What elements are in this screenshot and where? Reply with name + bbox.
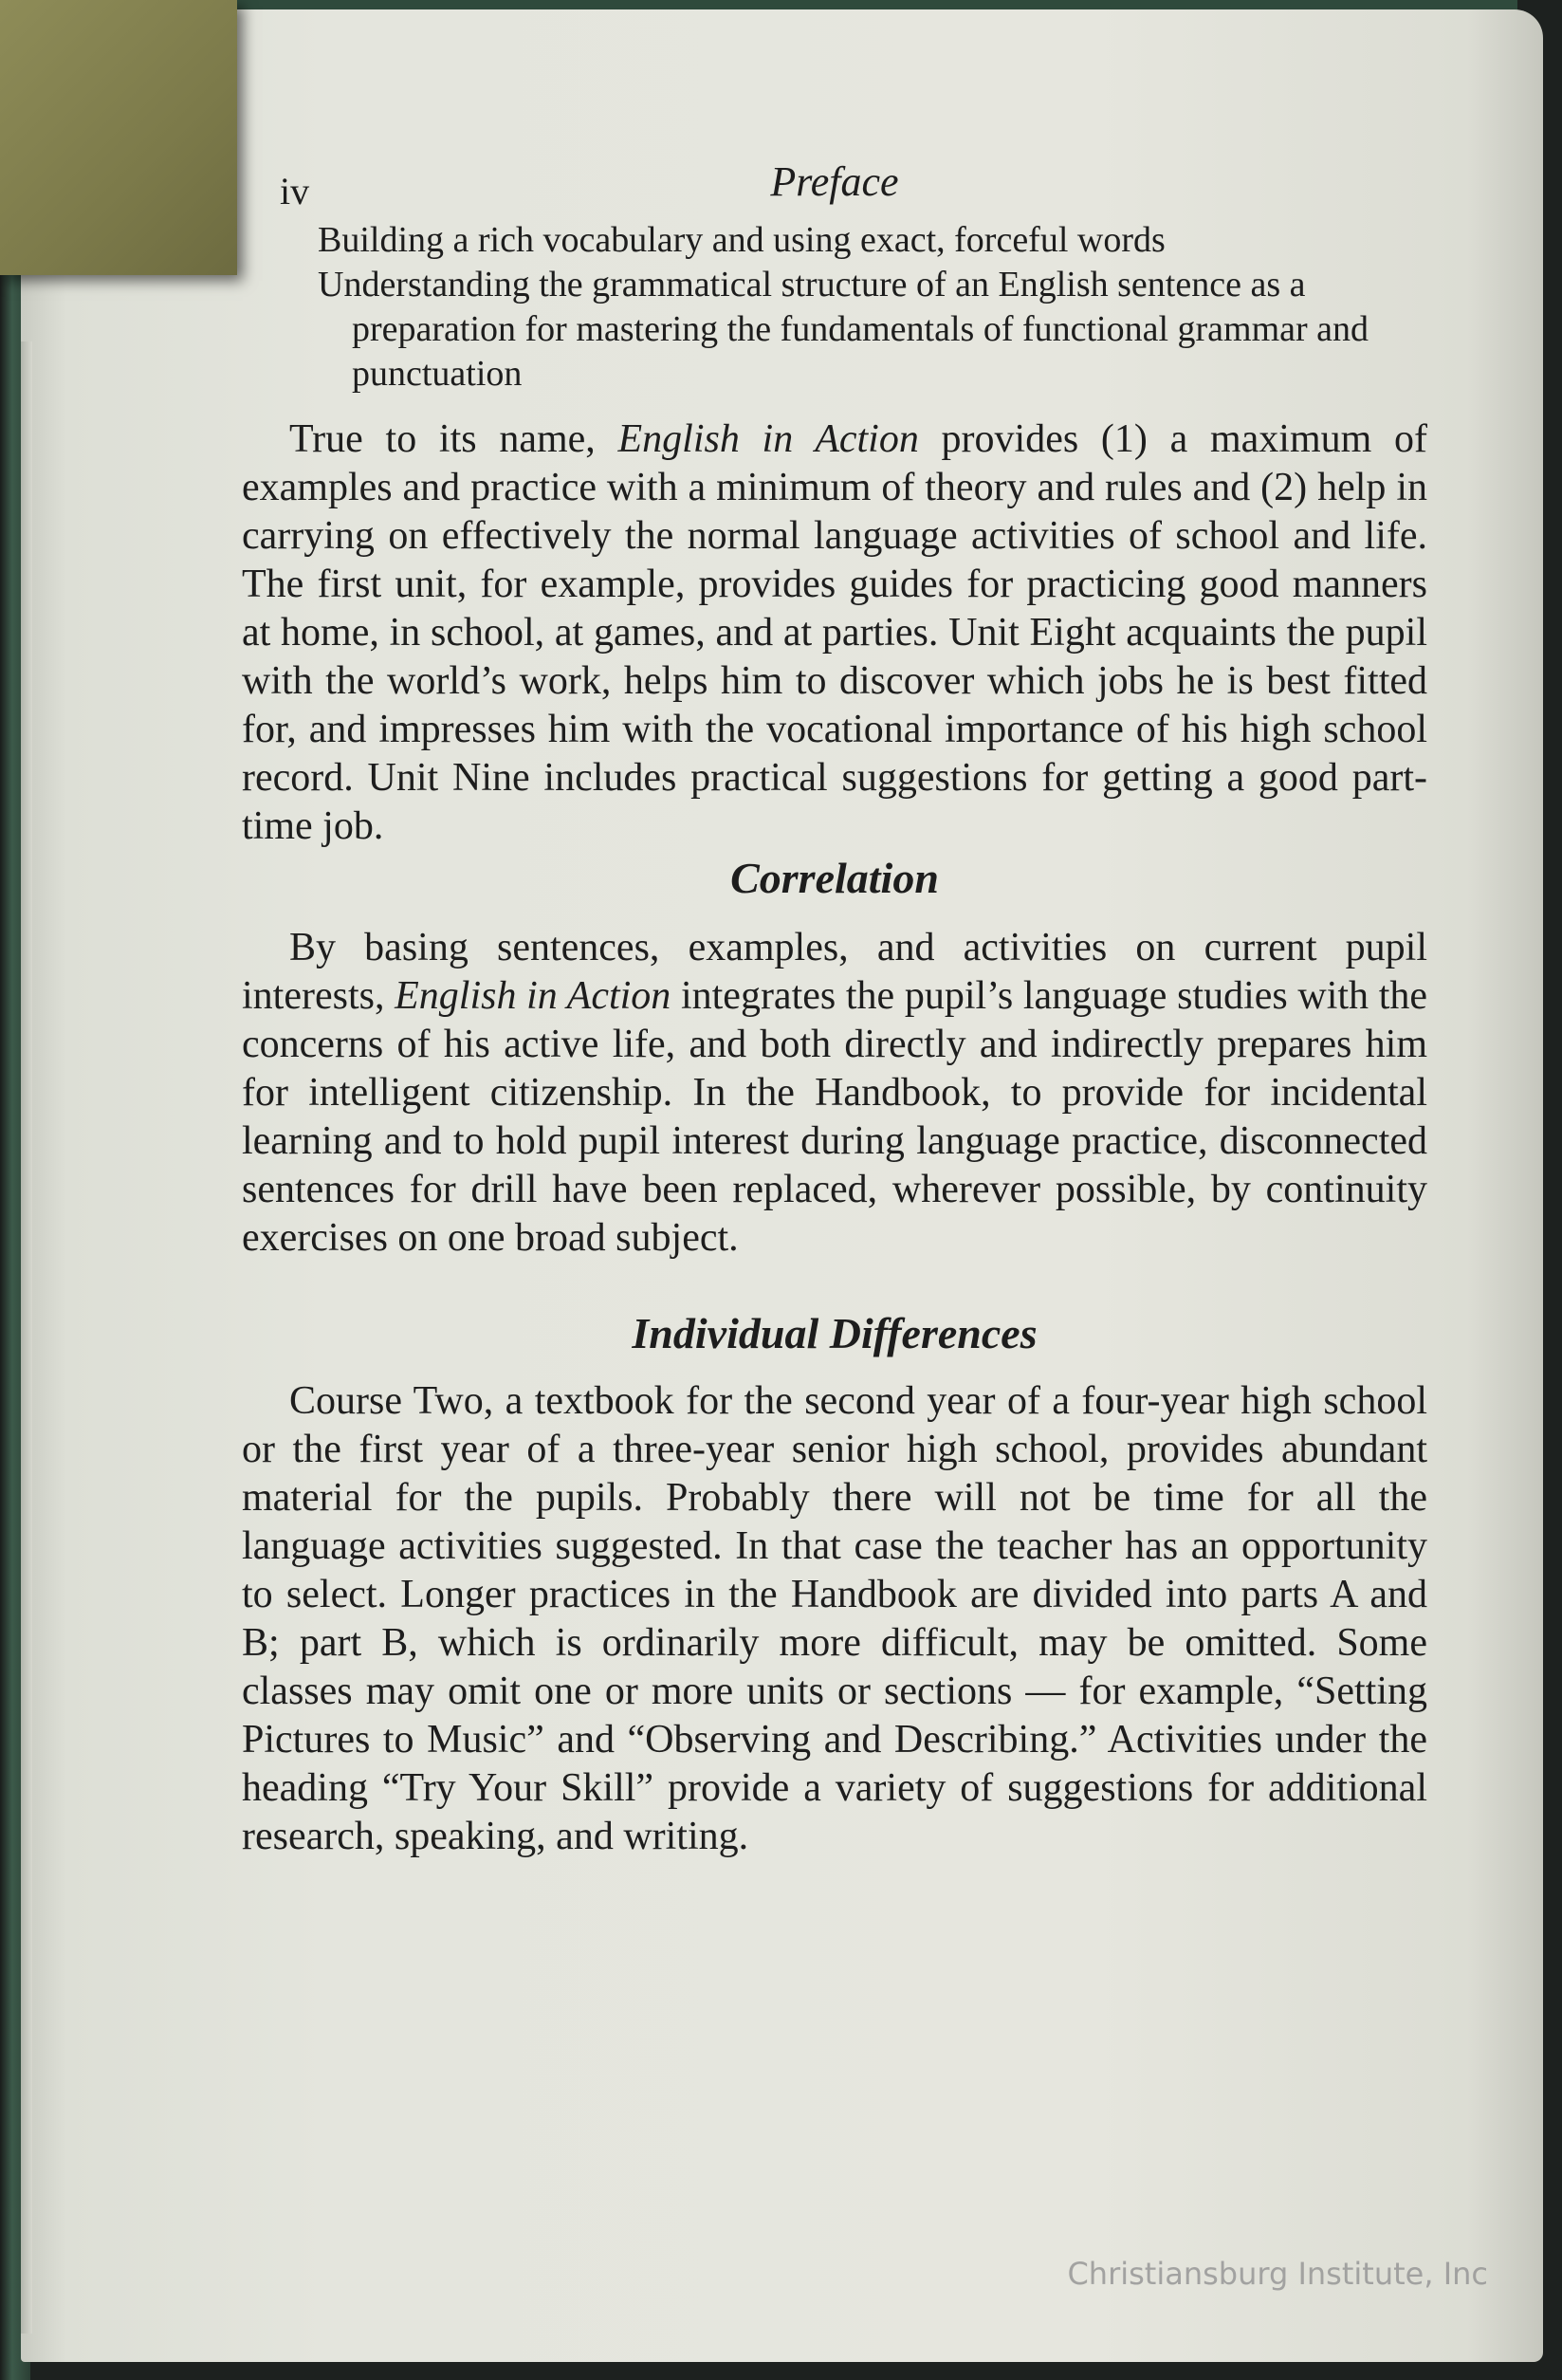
- page-gutter: [21, 341, 32, 2334]
- individual-differences-paragraph: Course Two, a textbook for the second year of a four-year high school or the first year of a three-year senior high school, provides abundant material for the pupils. Probably there will not be time for all the language activities suggested. In that case the teacher has an opportunity to select. Longer practices in the Handbook are divided into parts A and B; part B, which is ordinarily more difficult, may be omitted. Some classes may omit one or more units or sections — for example, “Setting Pictures to Music” and “Observing and Describing.” Activities under the heading “Try Your Skill” provide a variety of suggestions for additional research, speaking, and writing.: [242, 1379, 1427, 1858]
- correlation-text-start: By basing sentences, examples, and activities on current pupil interests,: [242, 926, 1427, 1018]
- intro-text-start: True to its name,: [289, 417, 618, 461]
- page-content: [242, 152, 1427, 1861]
- intro-text-end: provides (1) a maximum of examples and practice with a minimum of theory and rules and (2) help in carrying on effectively the normal language activities of school and life. The first unit, for example, provides guides for practicing good manners at home, in school, at games, and at parties. Unit Eight acquaints the pupil with the world’s work, helps him to discover which jobs he is best fitted for, and impresses him with the vocational importance of his high school record. Unit Nine includes practical suggestions for getting a good part-time job.: [242, 417, 1427, 848]
- correlation-paragraph: [242, 924, 1427, 1263]
- aims-list: [318, 218, 1389, 397]
- correlation-text-end: integrates the pupil’s language studies with the concerns of his active life, and both directly and indirectly prepares him for intelligent citizenship. In the Handbook, to provide for incidental learning and to hold pupil interest during language practice, disconnected sentences for drill have been replaced, wherever possible, by continuity exercises on one broad subject.: [242, 974, 1428, 1260]
- page-number: iv: [280, 170, 310, 212]
- book-cover-corner: [0, 0, 237, 275]
- list-item: Building a rich vocabulary and using exact, forceful words: [318, 220, 1166, 260]
- running-head: [242, 152, 1427, 218]
- book-title: English in Action: [617, 417, 919, 461]
- running-title: Preface: [770, 158, 899, 205]
- watermark: Christiansburg Institute, Inc: [1067, 2256, 1488, 2292]
- section-heading-correlation: Correlation: [730, 854, 939, 902]
- list-item: Understanding the grammatical structure of an English sentence as a preparation for mastering the fundamentals of functional grammar and punctuation: [318, 265, 1369, 394]
- book-title: English in Action: [395, 974, 671, 1018]
- section-heading-individual-differences: Individual Differences: [632, 1309, 1038, 1357]
- intro-paragraph: [242, 415, 1427, 851]
